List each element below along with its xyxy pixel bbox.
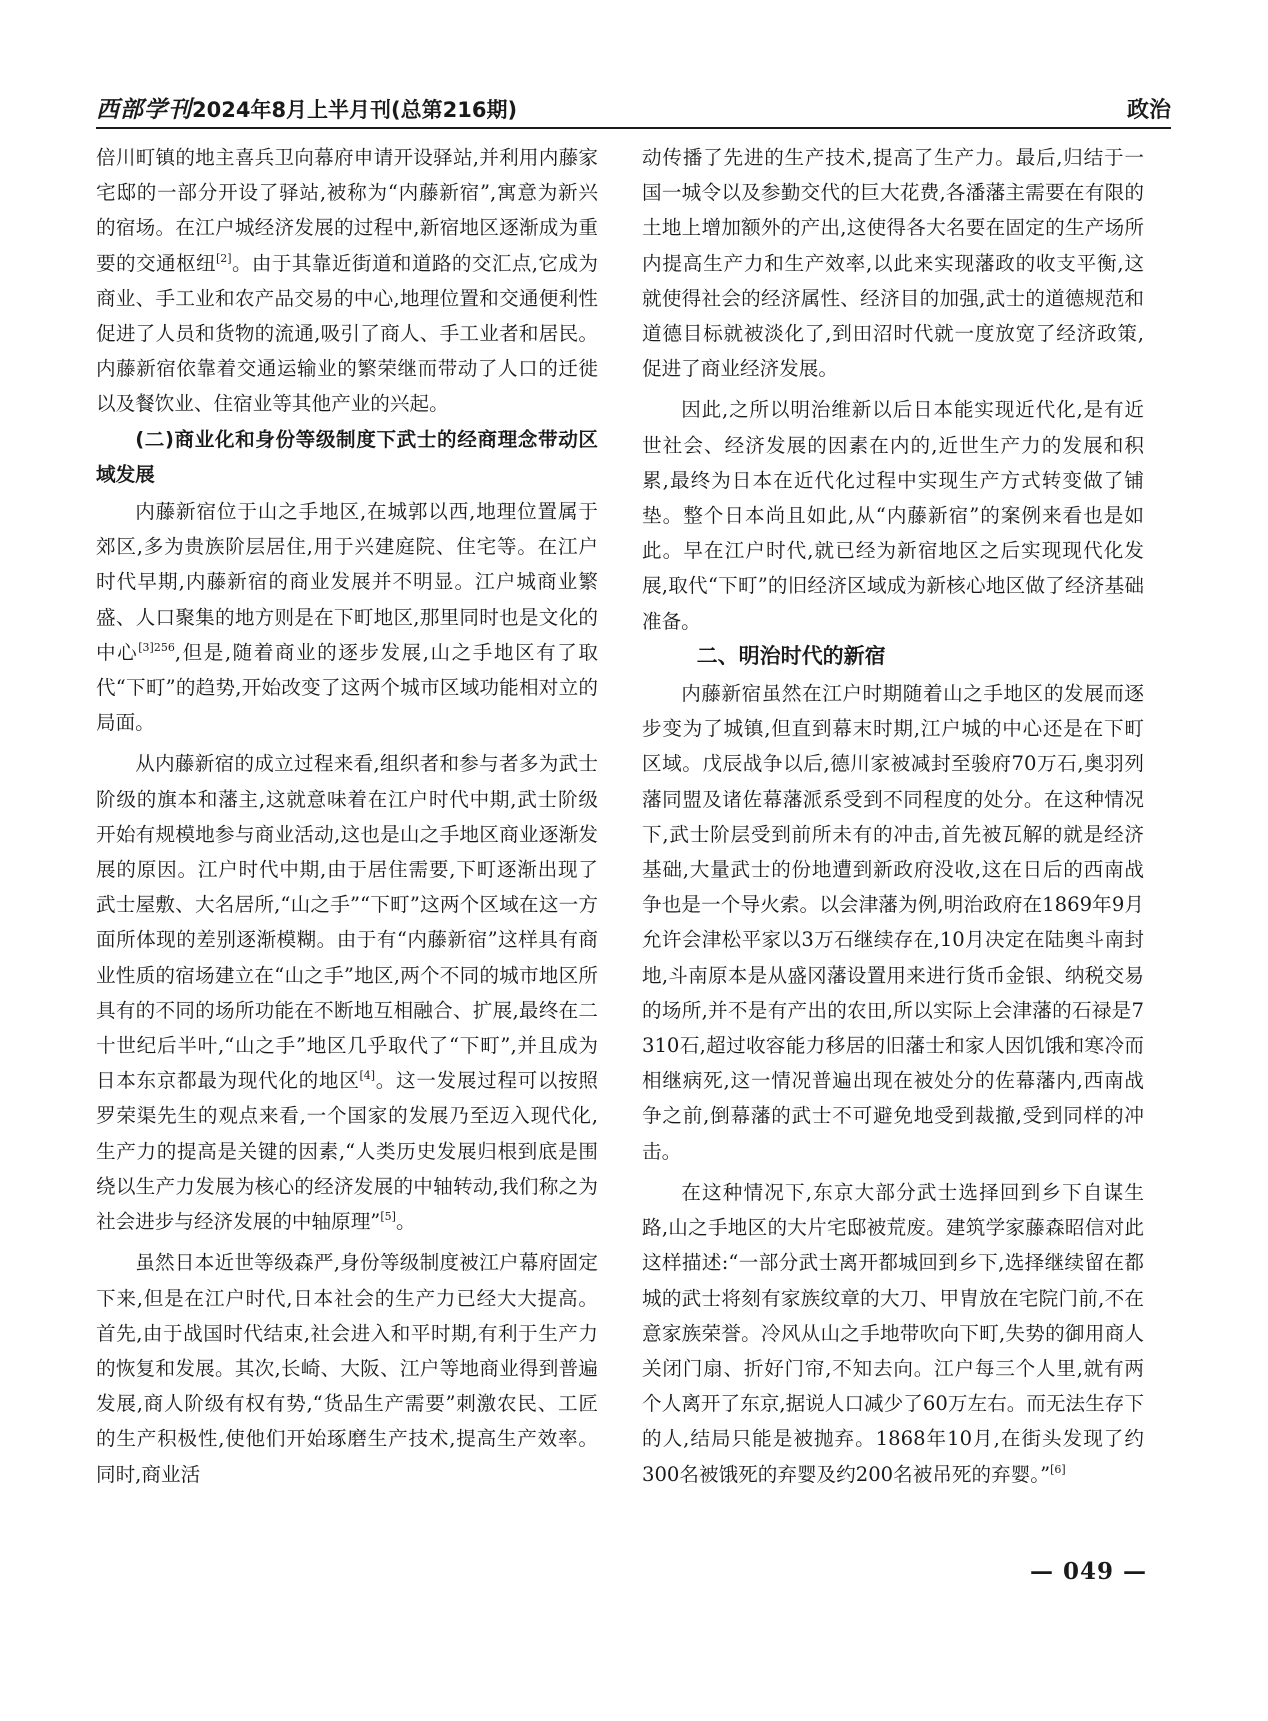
page-number: — 049 —: [1030, 1558, 1148, 1585]
paragraph: 内藤新宿位于山之手地区,在城郭以西,地理位置属于郊区,多为贵族阶层居住,用于兴建庭院、住宅等。在江户时代早期,内藤新宿的商业发展并不明显。江户城商业繁盛、人口聚集的地方则是在下町地区,那里同时也是文化的中心$^{[3]256}$,但是,随着商业的逐步发展,山之手地区有了取代“下町”的趋势,开始改变了这两个城市区域功能相对立的局面。: [96, 500, 599, 735]
left-column: [96, 140, 598, 1492]
issue-info: 2024年8月上半月刊(总第216期): [192, 98, 518, 122]
page-header: [96, 86, 1171, 129]
subsection-heading: (二)商业化和身份等级制度下武士的经商理念带动区域发展: [96, 427, 598, 486]
paragraph: 动传播了先进的生产技术,提高了生产力。最后,归结于一国一城令以及参勤交代的巨大花费,各潘藩主需要在有限的土地上增加额外的产出,这使得各大名要在固定的生产场所内提高生产力和生产效率,以此来实现藩政的收支平衡,这就使得社会的经济属性、经济目的加强,武士的道德规范和道德目标就被淡化了,到田沼时代就一度放宽了经济政策,促进了商业经济发展。: [642, 146, 1144, 381]
citation: [6]: [1050, 1462, 1066, 1476]
citation: [5]: [380, 1210, 396, 1224]
section-heading: 二、明治时代的新宿: [696, 643, 886, 668]
paragraph: 因此,之所以明治维新以后日本能实现近代化,是有近世社会、经济发展的因素在内的,近世生产力的发展和积累,最终为日本在近代化过程中实现生产方式转变做了铺垫。整个日本尚且如此,从“内藤新宿”的案例来看也是如此。早在江户时代,就已经为新宿地区之后实现现代化发展,取代“下町”的旧经济区域成为新核心地区做了经济基础准备。: [642, 398, 1144, 633]
citation: [2]: [215, 251, 232, 265]
citation: [4]: [359, 1069, 376, 1083]
paragraph: 从内藤新宿的成立过程来看,组织者和参与者多为武士阶级的旗本和藩主,这就意味着在江户时代中期,武士阶级开始有规模地参与商业活动,这也是山之手地区商业逐渐发展的原因。江户时代中期,由于居住需要,下町逐渐出现了武士屋敷、大名居所,“山之手”“下町”这两个区域在这一方面所体现的差别逐渐模糊。由于有“内藤新宿”这样具有商业性质的宿场建立在“山之手”地区,两个不同的城市地区所具有的不同的场所功能在不断地互相融合、扩展,最终在二十世纪后半叶,“山之手”地区几乎取代了“下町”,并且成为日本东京都最为现代化的地区[4]。这一发展过程可以按照罗荣渠先生的观点来看,一个国家的发展乃至迈入现代化,生产力的提高是关键的因素,“人类历史发展归根到底是围绕以生产力发展为核心的经济发展的中轴转动,我们称之为社会进步与经济发展的中轴原理”[5]。: [96, 752, 599, 1234]
citation: [3]256: [138, 640, 175, 654]
section-name: 政治: [1126, 98, 1171, 123]
paragraph: 虽然日本近世等级森严,身份等级制度被江户幕府固定下来,但是在江户时代,日本社会的生产力已经大大提高。首先,由于战国时代结束,社会进入和平时期,有利于生产力的恢复和发展。其次,长崎、大阪、江户等地商业得到普遍发展,商人阶级有权有势,“货品生产需要”刺激农民、工匠的生产积极性,使他们开始琢磨生产技术,提高生产效率。同时,商业活: [96, 1251, 598, 1486]
paragraph: 在这种情况下,东京大部分武士选择回到乡下自谋生路,山之手地区的大片宅邸被荒废。建筑学家藤森昭信对此这样描述:“一部分武士离开都城回到乡下,选择继续留在都城的武士将刻有家族纹章的大刀、甲胄放在宅院门前,不在意家族荣誉。冷风从山之手地带吹向下町,失势的御用商人关闭门扇、折好门帘,不知去向。江户每三个人里,就有两个人离开了东京,据说人口减少了60万左右。而无法生存下的人,结局只能是被抛弃。1868年10月,在街头发现了约300名被饿死的弃婴及约200名被吊死的弃婴。”[6]: [642, 1180, 1144, 1486]
journal-logo: 西部学刊: [96, 96, 192, 123]
paragraph: 内藤新宿虽然在江户时期随着山之手地区的发展而逐步变为了城镇,但直到幕末时期,江户城的中心还是在下町区域。戊辰战争以后,德川家被减封至骏府70万石,奥羽列藩同盟及诸佐幕藩派系受到不同程度的处分。在这种情况下,武士阶层受到前所未有的冲击,首先被瓦解的就是经济基础,大量武士的份地遭到新政府没收,这在日后的西南战争也是一个导火索。以会津藩为例,明治政府在1869年9月允许会津松平家以3万石继续存在,10月决定在陆奥斗南封地,斗南原本是从盛冈藩设置用来进行货币金银、纳税交易的场所,并不是有产出的农田,所以实际上会津藩的石禄是7 310石,超过收容能力移居的旧藩士和家人因饥饿和寒冷而相继病死,这一情况普遍出现在被处分的佐幕藩内,西南战争之前,倒幕藩的武士不可避免地受到裁撤,受到同样的冲击。: [642, 682, 1144, 1163]
paragraph: 倍川町镇的地主喜兵卫向幕府申请开设驿站,并利用内藤家宅邸的一部分开设了驿站,被称为“内藤新宿”,寓意为新兴的宿场。在江户城经济发展的过程中,新宿地区逐渐成为重要的交通枢纽[2]。由于其靠近街道和道路的交汇点,它成为商业、手工业和农产品交易的中心,地理位置和交通便利性促进了人员和货物的流通,吸引了商人、手工业者和居民。内藤新宿依靠着交通运输业的繁荣继而带动了人口的迁徙以及餐饮业、住宿业等其他产业的兴起。: [96, 146, 599, 416]
right-column: [642, 140, 1144, 1492]
header-left: [96, 91, 517, 124]
